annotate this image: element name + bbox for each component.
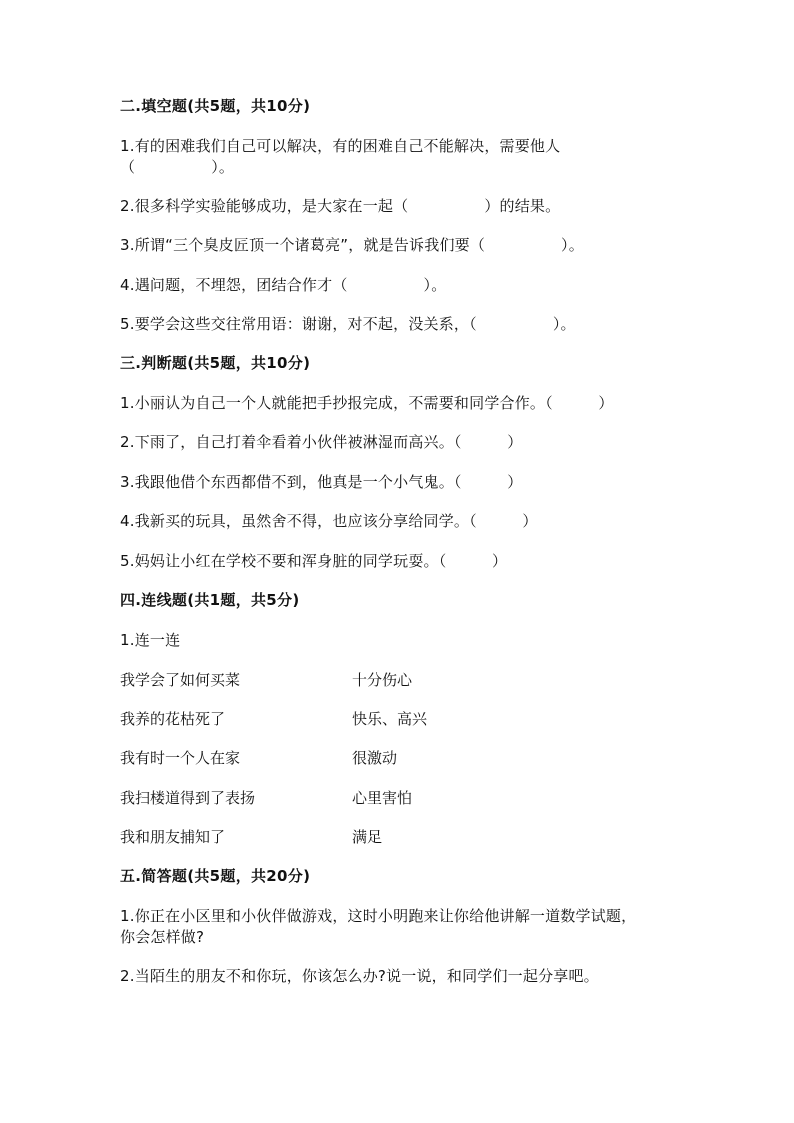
question-line: 你会怎样做? [120,928,205,946]
question-fill-2 [120,196,660,217]
question-line: （ ）。 [120,158,235,176]
question-line: 1.小丽认为自己一个人就能把手抄报完成，不需要和同学合作。（ ） [120,394,614,412]
question-tf-3 [120,472,660,493]
question-fill-1 [120,136,660,178]
matching-left-item: 我学会了如何买菜 [120,671,241,689]
matching-right-item: 十分伤心 [352,671,413,689]
question-line: 3.我跟他借个东西都借不到，他真是一个小气鬼。（ ） [120,473,523,491]
matching-right-item: 满足 [352,828,383,846]
question-fill-4 [120,275,660,296]
matching-right-item: 心里害怕 [352,789,413,807]
question-tf-4 [120,511,660,532]
question-tf-1 [120,393,660,414]
question-line: 2.很多科学实验能够成功，是大家在一起（ ）的结果。 [120,197,561,215]
question-line: 5.要学会这些交往常用语：谢谢，对不起，没关系，（ ）。 [120,315,576,333]
matching-right-item: 很激动 [352,749,398,767]
matching-left-item: 我和朋友捕知了 [120,828,226,846]
question-line: 1.你正在小区里和小伙伴做游戏，这时小明跑来让你给他讲解一道数学试题， [120,907,637,925]
question-tf-5 [120,551,660,572]
question-short-2 [120,966,660,987]
question-tf-2 [120,432,660,453]
question-matching-1 [120,630,660,651]
question-line: 2.当陌生的朋友不和你玩，你该怎么办?说一说，和同学们一起分享吧。 [120,967,599,985]
question-fill-5 [120,314,660,335]
question-line: 3.所谓“三个臭皮匠顶一个诸葛亮”，就是告诉我们要（ ）。 [120,236,584,254]
matching-left-item: 我扫楼道得到了表扬 [120,789,256,807]
matching-right-item: 快乐、高兴 [352,710,428,728]
question-fill-3 [120,235,660,256]
section-title-fill-blank: 二.填空题(共5题，共10分) [120,97,311,115]
section-title-short-answer: 五.简答题(共5题，共20分) [120,867,311,885]
question-line: 2.下雨了，自己打着伞看着小伙伴被淋湿而高兴。（ ） [120,433,523,451]
section-title-true-false: 三.判断题(共5题，共10分) [120,354,311,372]
section-title-matching: 四.连线题(共1题，共5分) [120,591,300,609]
question-line: 5.妈妈让小红在学校不要和浑身脏的同学玩耍。（ ） [120,552,508,570]
matching-left-item: 我养的花枯死了 [120,710,226,728]
question-line: 1.连一连 [120,631,181,649]
question-short-1 [120,906,660,948]
matching-left-item: 我有时一个人在家 [120,749,241,767]
question-line: 4.我新买的玩具，虽然舍不得，也应该分享给同学。（ ） [120,512,538,530]
question-line: 1.有的困难我们自己可以解决，有的困难自己不能解决，需要他人 [120,137,561,155]
question-line: 4.遇问题，不埋怨，团结合作才（ ）。 [120,276,447,294]
